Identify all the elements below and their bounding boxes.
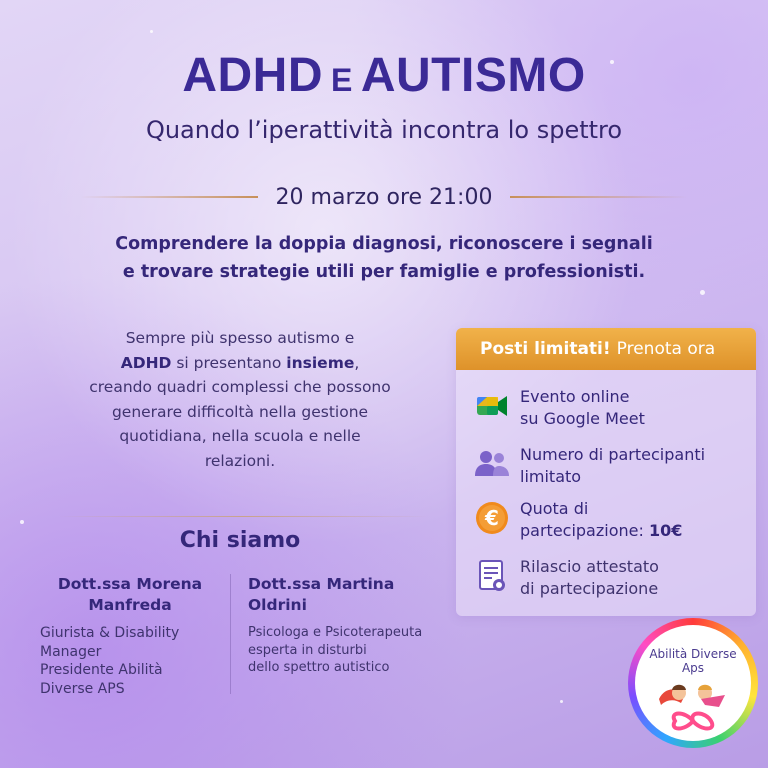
people-divider — [230, 574, 231, 694]
feature-text — [520, 498, 682, 542]
date-divider-left — [80, 196, 258, 198]
event-date: 20 marzo ore 21:00 — [275, 184, 493, 210]
feature-line: Numero di partecipanti — [520, 445, 706, 464]
google-meet-icon — [474, 388, 510, 424]
feature-line: di partecipazione — [520, 579, 659, 598]
description-line: quotidiana, nella scuola e nelle — [119, 427, 361, 445]
feature-text — [520, 556, 659, 600]
feature-line: limitato — [520, 467, 582, 486]
sparkle — [150, 30, 153, 33]
feature-text — [520, 386, 645, 430]
description-line — [40, 351, 440, 376]
section-divider — [58, 516, 428, 517]
feature-line: Evento online — [520, 387, 630, 406]
description-emphasis: insieme — [286, 353, 355, 372]
feature-line: su Google Meet — [520, 409, 645, 428]
feature-fee-amount: 10€ — [648, 521, 683, 540]
person-role-line: Presidente Abilità — [40, 662, 163, 678]
sparkle — [700, 290, 705, 295]
feature-online — [474, 386, 754, 430]
person-name — [248, 574, 453, 616]
title-separator: E — [330, 62, 353, 98]
person-role-line: esperta in disturbi — [248, 642, 367, 658]
person-role — [248, 624, 453, 677]
description — [40, 326, 440, 473]
feature-certificate — [474, 556, 754, 600]
description-line: Sempre più spesso autismo e — [125, 329, 355, 347]
description-line: creando quadri complessi che possono — [89, 378, 391, 396]
people-icon — [474, 446, 510, 482]
sparkle — [560, 700, 563, 703]
feature-fee-label: partecipazione: — [520, 521, 649, 540]
person-role-line: Psicologa e Psicoterapeuta — [248, 625, 423, 640]
svg-text:€: € — [485, 506, 499, 530]
person-name-line: Dott.ssa Morena — [57, 575, 203, 593]
description-emphasis: ADHD — [120, 353, 172, 372]
page-title — [0, 48, 768, 103]
date-divider-right — [510, 196, 688, 198]
person-card-morena — [40, 574, 220, 698]
description-text: si presentano — [171, 353, 287, 372]
feature-text — [520, 444, 705, 488]
booking-header-bold: Posti limitati! — [480, 339, 611, 359]
abilita-diverse-logo — [628, 618, 758, 748]
date-row — [80, 180, 688, 214]
booking-header[interactable] — [456, 328, 756, 370]
booking-header-cta: Prenota ora — [616, 339, 716, 359]
title-part-2: AUTISMO — [360, 49, 586, 102]
feature-line: Rilascio attestato — [520, 557, 659, 576]
intro-text — [40, 230, 728, 286]
person-name-line: Dott.ssa Martina — [248, 575, 395, 593]
title-part-1: ADHD — [182, 49, 323, 102]
person-name-line: Manfreda — [88, 596, 172, 614]
person-role-line: Manager — [40, 643, 102, 660]
sparkle — [20, 520, 24, 524]
description-line: generare difficoltà nella gestione — [111, 402, 369, 421]
description-line: relazioni. — [204, 451, 276, 470]
feature-participants — [474, 444, 754, 488]
intro-line: Comprendere la doppia diagnosi, riconoscere i segnali — [115, 234, 653, 254]
person-role-line: Diverse APS — [40, 680, 125, 697]
person-role — [40, 624, 220, 698]
feature-line — [520, 520, 682, 542]
person-name-line: Oldrini — [248, 596, 307, 614]
logo-children-illustration — [655, 677, 731, 737]
logo-inner — [635, 625, 751, 741]
person-role-line: dello spettro autistico — [248, 660, 390, 675]
person-name — [40, 574, 220, 616]
who-title: Chi siamo — [179, 528, 301, 553]
feature-line: Quota di — [520, 499, 589, 518]
description-text: , — [354, 353, 360, 372]
intro-line: e trovare strategie utili per famiglie e professionisti. — [122, 262, 646, 282]
logo-text — [635, 647, 751, 675]
subtitle: Quando l’iperattività incontra lo spettro — [145, 116, 623, 144]
logo-line: Aps — [681, 661, 705, 675]
euro-icon — [474, 500, 510, 536]
logo-line: Abilità Diverse — [649, 647, 737, 661]
person-role-line: Giurista & Disability — [40, 625, 180, 641]
person-card-martina — [248, 574, 453, 677]
feature-fee — [474, 498, 754, 542]
certificate-icon — [474, 558, 510, 594]
